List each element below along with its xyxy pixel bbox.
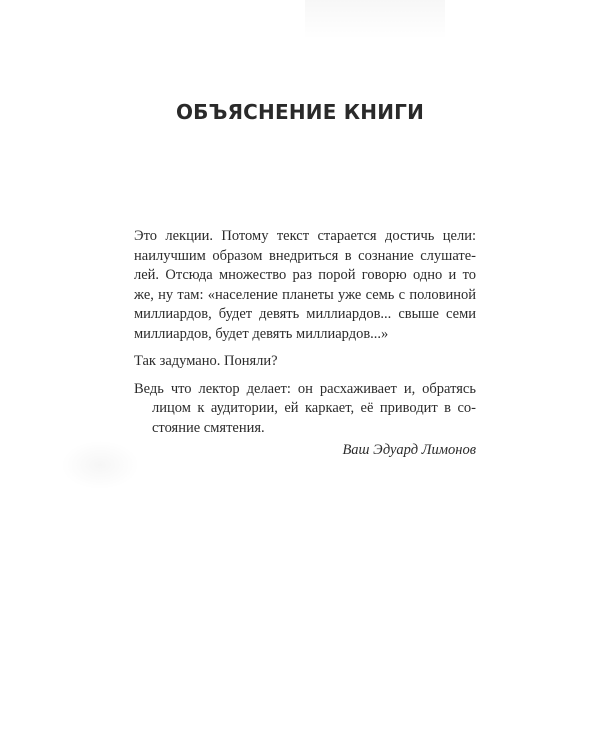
author-signature: Ваш Эдуард Лимонов — [342, 442, 476, 458]
paragraph — [134, 380, 476, 439]
paragraph — [134, 227, 476, 344]
text-line: миллиардов, будет девять миллиардов... свыше семи — [134, 306, 476, 322]
text-line: Ведь что лектор делает: он расхаживает и, обратясь — [134, 380, 476, 397]
text-line: лей. Отсюда множество раз порой говорю одно и то — [134, 267, 476, 283]
paragraph — [134, 352, 476, 372]
page-title: ОБЪЯСНЕНИЕ КНИГИ — [175, 100, 425, 124]
page-bleed-shadow — [305, 0, 445, 40]
text-line: стояние смятения. — [152, 419, 265, 436]
text-line: лицом к аудитории, ей каркает, её приводит в со- — [152, 400, 476, 416]
body-text — [134, 227, 476, 438]
text-line: Так задумано. Поняли? — [134, 353, 278, 369]
text-line: же, ну там: «население планеты уже семь с половиной — [134, 286, 476, 303]
text-line: миллиардов, будет девять миллиардов...» — [134, 325, 389, 342]
text-line: Это лекции. Потому текст старается достичь цели: — [134, 228, 476, 244]
page-bleed-shadow — [60, 440, 140, 490]
text-line: наилучшим образом внедриться в сознание слушате- — [134, 247, 476, 264]
